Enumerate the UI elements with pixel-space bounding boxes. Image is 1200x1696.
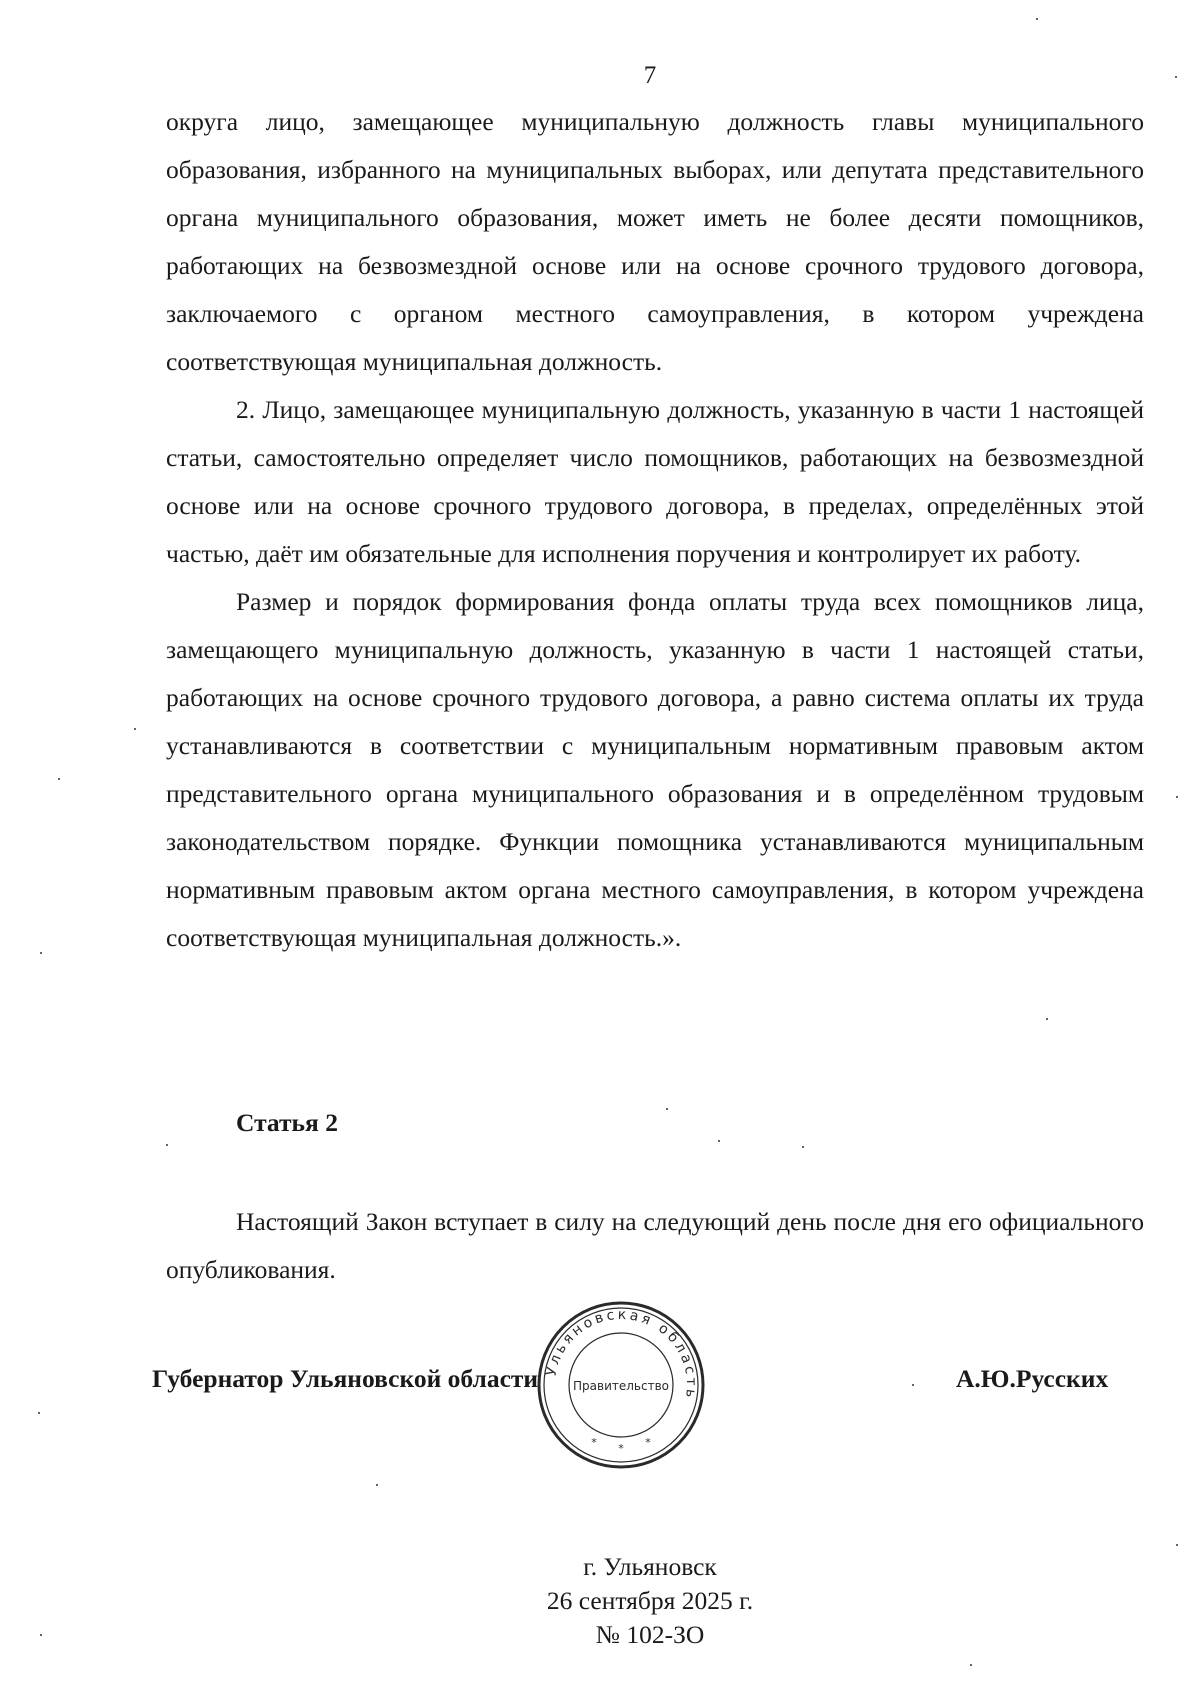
footer-date: 26 сентября 2025 г. [546,1586,754,1615]
scan-speck [376,1484,378,1486]
document-footer [450,1550,850,1652]
seal-center-text: Правительство [573,1379,669,1393]
scan-speck [1176,796,1178,798]
scan-speck [1046,1018,1048,1020]
page-number: 7 [643,62,657,89]
scan-speck [1036,18,1038,20]
scan-speck [912,1384,914,1386]
footer-city: г. Ульяновск [583,1552,717,1581]
article-heading: Статья 2 [236,1108,338,1137]
scan-speck [1175,76,1177,78]
scan-speck [1176,1544,1178,1546]
signature-title: Губернатор Ульяновской области [152,1364,539,1393]
scan-speck [718,1140,720,1142]
law-body-text [166,98,1144,962]
seal-star-icon: * [645,1436,651,1449]
scan-speck [970,1664,972,1666]
scan-speck [40,1634,42,1636]
paragraph-continuation: округа лицо, замещающее муниципальную должность главы муниципального образования, избранного на муниципальных выборах, или депутата представительного органа муниципального образования, может иметь не более десяти помощников, работающих на безвозмездной основе или на основе срочного трудового договора, заключаемого с органом местного самоуправления, в котором учреждена соответствующая муниципальная должность. [166,107,1144,376]
scan-speck [134,728,136,730]
article-text [166,1198,1144,1294]
signature-name: А.Ю.Русских [956,1364,1109,1393]
scan-speck [58,778,60,780]
paragraph-part-2: 2. Лицо, замещающее муниципальную должность, указанную в части 1 настоящей статьи, самостоятельно определяет число помощников, работающих на безвозмездной основе или на основе срочного трудового договора, в пределах, определённых этой частью, даёт им обязательные для исполнения поручения и контролирует их работу. [166,395,1144,568]
footer-number: № 102-ЗО [595,1620,705,1649]
official-seal [536,1300,706,1470]
scan-speck [666,1108,668,1110]
article-paragraph: Настоящий Закон вступает в силу на следующий день после дня его официального опубликования. [166,1207,1144,1284]
scan-speck [38,1412,40,1414]
seal-ring-text: Ульяновская область [543,1306,700,1402]
seal-star-icon: * [618,1442,624,1455]
scan-speck [40,952,42,954]
scan-speck [166,1144,168,1146]
seal-star-icon: * [591,1436,597,1449]
paragraph-salary-fund: Размер и порядок формирования фонда оплаты труда всех помощников лица, замещающего муниципальную должность, указанную в части 1 настоящей статьи, работающих на основе срочного трудового договора, а равно система оплаты их труда устанавливаются в соответствии с муниципальным нормативным правовым актом представительного органа муниципального образования и в определённом трудовым законодательством порядке. Функции помощника устанавливаются муниципальным нормативным правовым актом органа местного самоуправления, в котором учреждена соответствующая муниципальная должность.». [166,587,1144,952]
scan-speck [802,1146,804,1148]
